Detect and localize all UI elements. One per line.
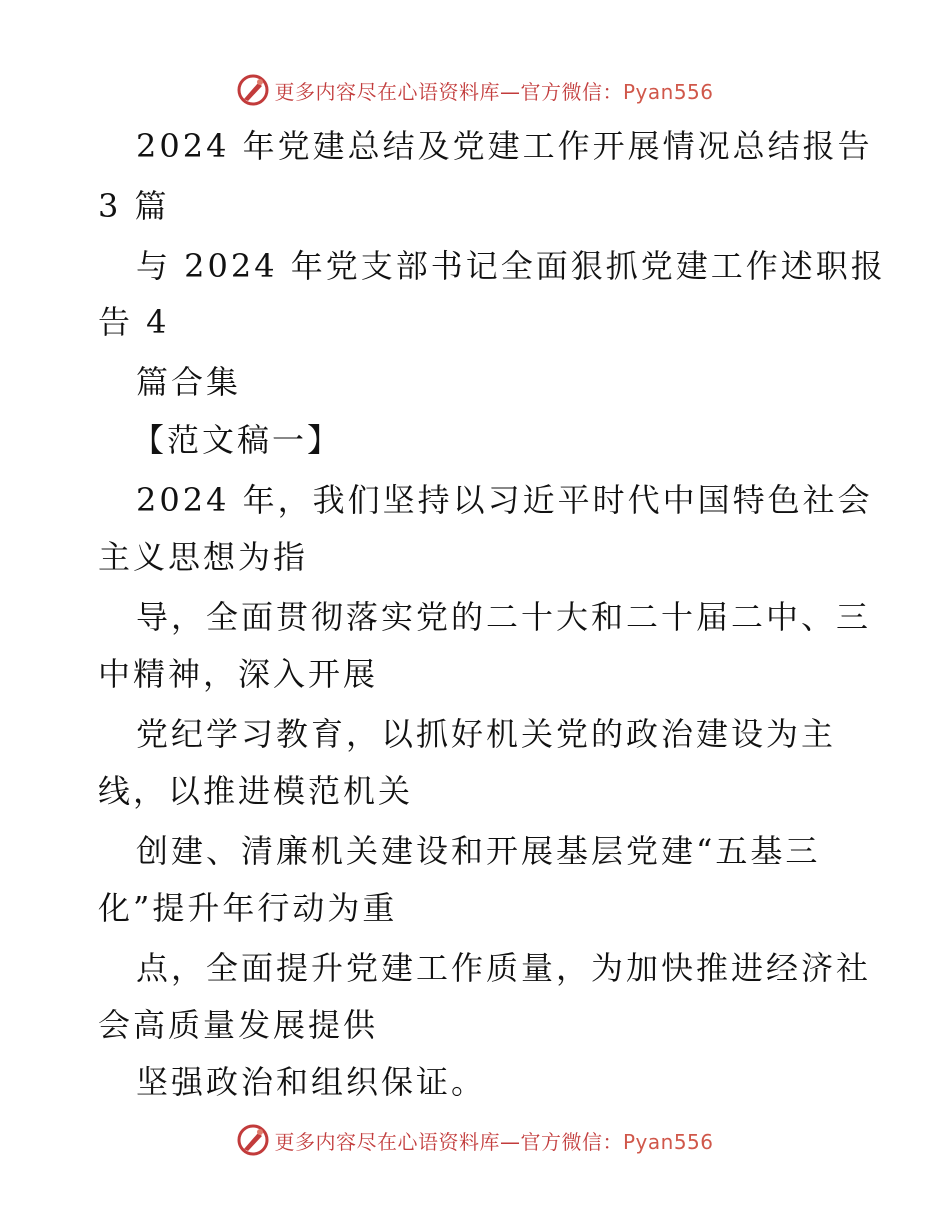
paragraph-line: 点，全面提升党建工作质量，为加快推进经济社	[136, 949, 872, 987]
banner-wechat-id: Pyan556	[622, 1129, 714, 1154]
paragraph-line: 坚强政治和组织保证。	[136, 1063, 487, 1101]
paragraph-line: 导，全面贯彻落实党的二十大和二十届二中、三	[136, 598, 872, 636]
pen-logo-icon	[236, 73, 270, 107]
pen-logo-icon	[236, 1123, 270, 1157]
banner-wechat-id: Pyan556	[622, 79, 714, 104]
title-line-1: 2024 年党建总结及党建工作开展情况总结报告	[136, 127, 873, 165]
paragraph-line: 主义思想为指	[98, 538, 309, 576]
paragraph-line: 线，以推进模范机关	[98, 772, 414, 810]
title-line-4: 告 4	[98, 303, 170, 341]
footer-watermark-banner	[0, 1120, 950, 1160]
paragraph-line: 创建、清廉机关建设和开展基层党建“五基三	[136, 832, 821, 870]
title-line-2: 3 篇	[98, 187, 170, 225]
header-watermark-banner	[0, 70, 950, 110]
paragraph-line: 会高质量发展提供	[98, 1006, 379, 1044]
banner-text: 更多内容尽在心语资料库—官方微信：	[274, 1129, 623, 1154]
title-line-5: 篇合集	[136, 363, 242, 401]
paragraph-line: 中精神，深入开展	[98, 655, 379, 693]
paragraph-line: 2024 年，我们坚持以习近平时代中国特色社会	[136, 481, 873, 519]
section-heading: 【范文稿一】	[132, 421, 343, 459]
banner-text: 更多内容尽在心语资料库—官方微信：	[274, 79, 623, 104]
paragraph-line: 党纪学习教育，以抓好机关党的政治建设为主	[136, 715, 837, 753]
title-line-3: 与 2024 年党支部书记全面狠抓党建工作述职报	[136, 247, 886, 285]
paragraph-line: 化”提升年行动为重	[98, 889, 398, 927]
